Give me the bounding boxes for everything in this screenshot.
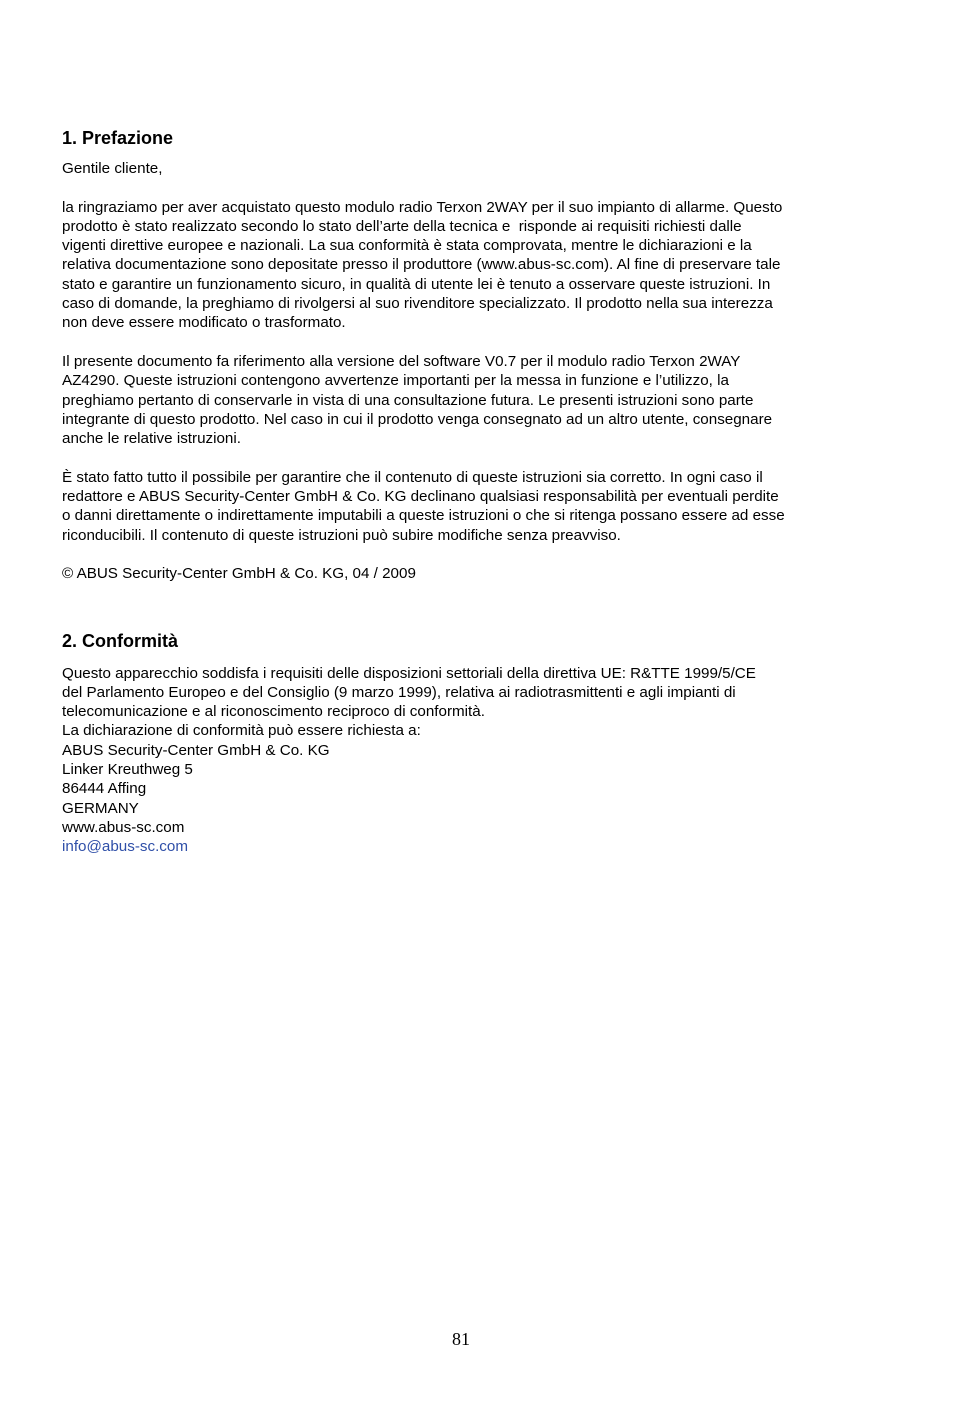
paragraph-line: stato e garantire un funzionamento sicuro, in qualità di utente lei è tenuto a osservare queste istruzioni. In: [62, 275, 771, 293]
address-street: Linker Kreuthweg 5: [62, 761, 193, 779]
paragraph-line: integrante di questo prodotto. Nel caso in cui il prodotto venga consegnato ad un altro utente, consegnare: [62, 410, 773, 428]
paragraph-line: relativa documentazione sono depositate presso il produttore (www.abus-sc.com). Al fine di preservare tale: [62, 256, 781, 274]
address-country: GERMANY: [62, 799, 139, 817]
address-company: ABUS Security-Center GmbH & Co. KG: [62, 741, 330, 759]
conformity-line: La dichiarazione di conformità può essere richiesta a:: [62, 722, 421, 740]
paragraph-line: la ringraziamo per aver acquistato questo modulo radio Terxon 2WAY per il suo impianto di allarme. Questo: [62, 198, 783, 216]
conformity-line: del Parlamento Europeo e del Consiglio (9 marzo 1999), relativa ai radiotrasmittenti e agli impianti di: [62, 683, 736, 701]
paragraph-line: non deve essere modificato o trasformato.: [62, 314, 346, 332]
section-heading-conformita: 2. Conformità: [62, 630, 179, 651]
paragraph-gap: [62, 333, 872, 352]
conformity-line: telecomunicazione e al riconoscimento reciproco di conformità.: [62, 703, 485, 721]
paragraph-line: Il presente documento fa riferimento alla versione del software V0.7 per il modulo radio Terxon 2WAY: [62, 352, 741, 370]
greeting: Gentile cliente,: [62, 160, 163, 177]
section-heading-prefazione: 1. Prefazione: [62, 128, 174, 148]
paragraph-line: È stato fatto tutto il possibile per garantire che il contenuto di queste istruzioni sia corretto. In ogni caso il: [62, 468, 763, 486]
paragraph-gap: [62, 545, 872, 564]
address-city: 86444 Affing: [62, 780, 147, 798]
paragraph-intro: [62, 198, 872, 333]
website-text: www.abus-sc.com: [62, 818, 185, 836]
paragraph-line: AZ4290. Queste istruzioni contengono avvertenze importanti per la messa in funzione e l’utilizzo, la: [62, 372, 729, 390]
page-content: [62, 124, 872, 857]
paragraph-line: o danni direttamente o indirettamente imputabili a queste istruzioni o che si ritenga possano essere ad esse: [62, 507, 785, 525]
paragraph-line: redattore e ABUS Security-Center GmbH & Co. KG declinano qualsiasi responsabilità per eventuali perdite: [62, 488, 779, 506]
paragraph-gap: [62, 448, 872, 467]
paragraph-line: anche le relative istruzioni.: [62, 430, 241, 448]
paragraph-line: vigenti direttive europee e nazionali. La sua conformità è stata comprovata, mentre le dichiarazioni e la: [62, 237, 752, 255]
conformity-line: Questo apparecchio soddisfa i requisiti delle disposizioni settoriali della direttiva UE: R&TTE 1999/5/CE: [62, 664, 756, 682]
copyright-notice: © ABUS Security-Center GmbH & Co. KG, 04 / 2009: [62, 565, 416, 583]
paragraph-gap: [62, 178, 872, 197]
email-link[interactable]: info@abus-sc.com: [62, 838, 188, 856]
paragraph-line: preghiamo pertanto di conservarle in vista di una consultazione futura. Le presenti istruzioni sono parte: [62, 391, 754, 409]
paragraph-line: riconducibili. Il contenuto di queste istruzioni può subire modifiche senza preavviso.: [62, 526, 621, 544]
conformity-block: [62, 664, 872, 857]
paragraph-line: prodotto è stato realizzato secondo lo stato dell’arte della tecnica e risponde ai requisiti richiesti dalle: [62, 217, 742, 235]
paragraph-software: [62, 352, 872, 448]
page-number: 81: [452, 1329, 470, 1349]
paragraph-line: caso di domande, la preghiamo di rivolgersi al suo rivenditore specializzato. Il prodotto nella sua interezza: [62, 295, 773, 313]
paragraph-disclaimer: [62, 468, 872, 545]
